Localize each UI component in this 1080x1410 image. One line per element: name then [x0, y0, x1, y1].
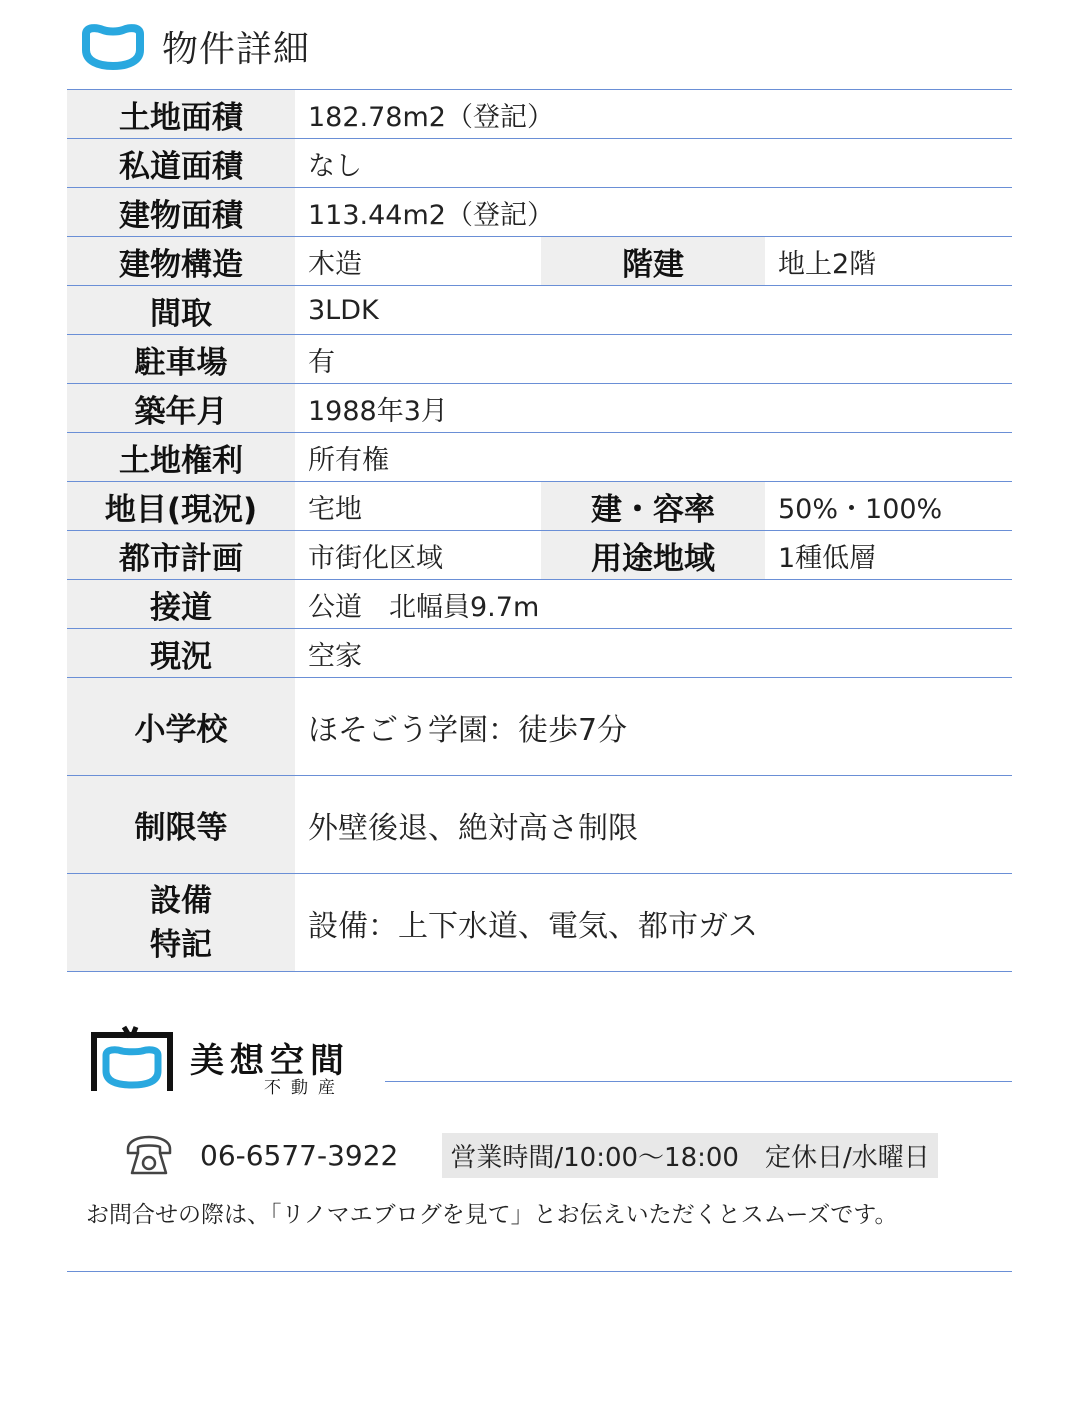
parking-label: 駐車場 [67, 335, 295, 384]
row-road-access [67, 580, 1012, 629]
zoning-label: 用途地域 [541, 531, 765, 580]
business-hours: 営業時間/10:00〜18:00 定休日/水曜日 [442, 1133, 937, 1178]
facilities-value: 設備：上下水道、電気、都市ガス [295, 874, 1012, 972]
private-road-label: 私道面積 [67, 139, 295, 188]
company-divider [385, 1081, 1012, 1082]
telephone-icon [124, 1133, 174, 1177]
row-building-area [67, 188, 1012, 237]
facilities-label-line1: 設備 [150, 882, 212, 919]
facilities-label [67, 874, 295, 972]
row-layout [67, 286, 1012, 335]
parking-value: 有 [295, 335, 1012, 384]
page-title: 物件詳細 [162, 28, 311, 70]
land-rights-value: 所有権 [295, 433, 1012, 482]
zoning-value: 1種低層 [765, 531, 1012, 580]
restrictions-value: 外壁後退、絶対高さ制限 [295, 776, 1012, 874]
row-land-rights [67, 433, 1012, 482]
land-rights-label: 土地権利 [67, 433, 295, 482]
phone-number[interactable]: 06-6577-3922 [200, 1138, 399, 1172]
layout-label: 間取 [67, 286, 295, 335]
company-subtitle: 不動産 [264, 1078, 345, 1098]
cloud-logo-icon [78, 21, 148, 71]
road-access-label: 接道 [67, 580, 295, 629]
floors-value: 地上2階 [765, 237, 1012, 286]
structure-value: 木造 [295, 237, 541, 286]
city-planning-value: 市街化区域 [295, 531, 541, 580]
row-status [67, 629, 1012, 678]
layout-value: 3LDK [295, 286, 1012, 335]
school-value: ほそごう学園：徒歩7分 [295, 678, 1012, 776]
row-land-area [67, 90, 1012, 139]
status-value: 空家 [295, 629, 1012, 678]
private-road-value: なし [295, 139, 1012, 188]
floors-label: 階建 [541, 237, 765, 286]
company-name: 美想空間 [190, 1041, 350, 1081]
coverage-ratio-label: 建・容率 [541, 482, 765, 531]
building-area-value: 113.44m2（登記） [295, 188, 1012, 237]
land-area-label: 土地面積 [67, 90, 295, 139]
structure-label: 建物構造 [67, 237, 295, 286]
coverage-ratio-value: 50%・100% [765, 482, 1012, 531]
land-category-value: 宅地 [295, 482, 541, 531]
row-structure [67, 237, 1012, 286]
row-facilities [67, 874, 1012, 972]
restrictions-label: 制限等 [67, 776, 295, 874]
inquiry-note: お問合せの際は、「リノマエブログを見て」とお伝えいただくとスムーズです。 [86, 1202, 898, 1228]
school-label: 小学校 [67, 678, 295, 776]
built-label: 築年月 [67, 384, 295, 433]
road-access-value: 公道 北幅員9.7m [295, 580, 1012, 629]
row-built [67, 384, 1012, 433]
company-logo-icon [90, 1025, 174, 1095]
city-planning-label: 都市計画 [67, 531, 295, 580]
built-value: 1988年3月 [295, 384, 1012, 433]
row-land-category [67, 482, 1012, 531]
building-area-label: 建物面積 [67, 188, 295, 237]
row-parking [67, 335, 1012, 384]
land-area-value: 182.78m2（登記） [295, 90, 1012, 139]
page-header [78, 18, 310, 74]
contact-row [124, 1132, 938, 1178]
land-category-label: 地目(現況) [67, 482, 295, 531]
property-details-table [67, 89, 1012, 972]
facilities-label-line2: 特記 [150, 926, 212, 963]
bottom-divider [67, 1271, 1012, 1272]
row-restrictions [67, 776, 1012, 874]
company-block [90, 1025, 350, 1099]
row-city-planning [67, 531, 1012, 580]
row-school [67, 678, 1012, 776]
status-label: 現況 [67, 629, 295, 678]
row-private-road [67, 139, 1012, 188]
